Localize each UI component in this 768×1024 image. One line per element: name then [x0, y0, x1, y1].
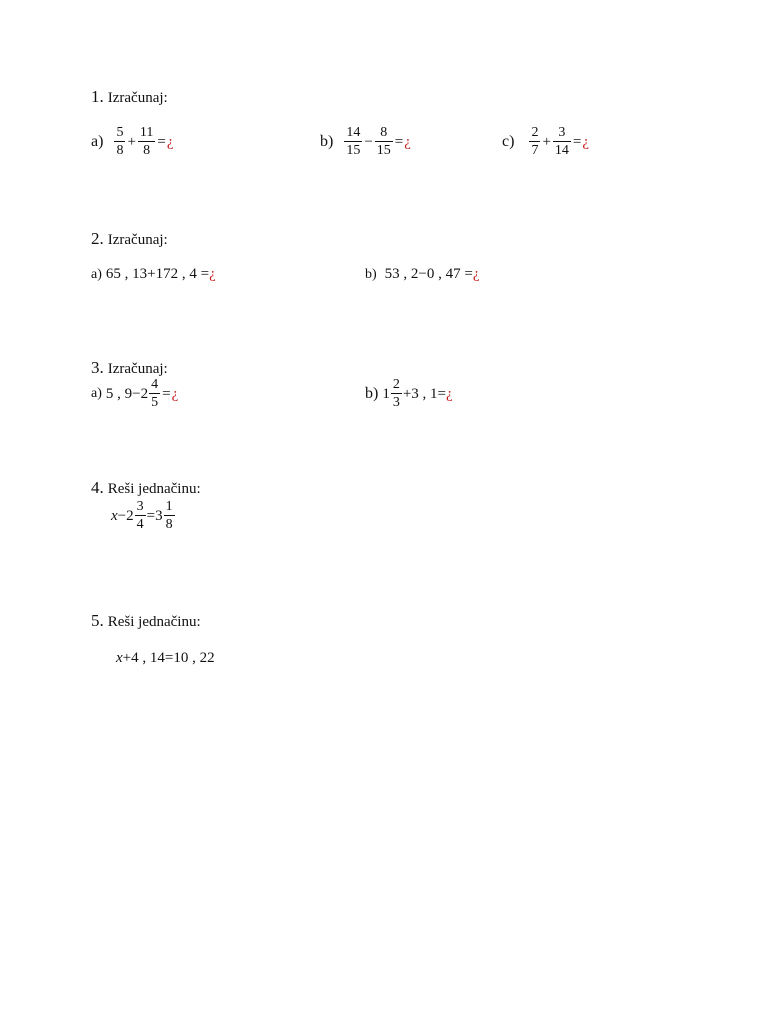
task-1a-fraction-2 [138, 126, 155, 158]
unknown-mark: ¿ [171, 385, 179, 402]
denominator: 8 [116, 143, 124, 158]
task-4-heading [91, 478, 201, 498]
task-5-title: Reši jednačinu: [107, 614, 201, 630]
denominator: 8 [143, 143, 151, 158]
denominator: 15 [376, 143, 391, 158]
denominator: 8 [165, 517, 173, 532]
operator: + [542, 133, 551, 150]
task-4-title: Reši jednačinu: [107, 481, 201, 497]
task-2a [91, 266, 216, 283]
equals-sign: = [162, 385, 171, 402]
numerator: 14 [346, 125, 361, 140]
minus-term: −2 [117, 507, 134, 524]
denominator: 4 [136, 517, 144, 532]
denominator: 15 [346, 143, 361, 158]
task-1-heading [91, 87, 168, 107]
unknown-mark: ¿ [209, 266, 216, 282]
numerator: 3 [558, 125, 566, 140]
unknown-mark: ¿ [582, 133, 590, 150]
task-3b-label: b) [365, 385, 379, 402]
task-3a-expression: 5 , 9−2 [105, 385, 149, 402]
task-5-number: 5. [91, 611, 104, 630]
task-2b [365, 266, 480, 283]
task-1b-fraction-1 [344, 126, 362, 158]
task-1a-fraction-1 [114, 126, 125, 158]
numerator: 2 [531, 125, 539, 140]
task-1b-label: b) [320, 133, 334, 150]
task-2b-expression: 53 , 2−0 , 47 = [384, 266, 473, 282]
unknown-mark: ¿ [446, 385, 453, 402]
task-3-title: Izračunaj: [107, 361, 168, 377]
numerator: 4 [151, 377, 159, 392]
denominator: 3 [392, 395, 400, 410]
task-4-fraction-2 [164, 500, 175, 532]
unknown-mark: ¿ [472, 266, 480, 282]
numerator: 8 [380, 125, 388, 140]
numerator: 1 [165, 499, 173, 514]
task-3a-fraction [149, 378, 160, 410]
numerator: 11 [139, 125, 154, 140]
task-2a-expression: 65 , 13+172 , 4 = [105, 266, 210, 282]
task-3-heading [91, 358, 168, 378]
task-1b [320, 126, 411, 158]
numerator: 5 [116, 125, 124, 140]
task-3a-label: a) [91, 386, 102, 401]
task-1c-label: c) [502, 133, 515, 150]
mixed-number-whole: 1 [382, 385, 390, 402]
unknown-mark: ¿ [166, 133, 174, 150]
task-3a [91, 378, 178, 410]
equation-rest: +4 , 14=10 , 22 [122, 650, 215, 666]
variable-x: x [116, 650, 123, 666]
equals-sign: = [394, 133, 404, 150]
task-2a-label: a) [91, 266, 102, 282]
task-1c [502, 126, 589, 158]
denominator: 7 [531, 143, 539, 158]
task-3-number: 3. [91, 358, 104, 377]
task-2-title: Izračunaj: [107, 232, 168, 248]
equals-sign: = [157, 133, 166, 150]
task-1a [91, 126, 174, 158]
equals-sign: = [572, 133, 582, 150]
task-2-number: 2. [91, 229, 104, 248]
task-3b [365, 378, 453, 410]
task-1a-label: a) [91, 133, 104, 150]
task-2-heading [91, 229, 168, 249]
task-3b-expression: +3 , 1= [402, 385, 446, 402]
operator: + [127, 133, 136, 150]
equals-term: =3 [146, 507, 163, 524]
task-1-title: Izračunaj: [107, 90, 168, 106]
denominator: 5 [151, 395, 159, 410]
numerator: 3 [136, 499, 144, 514]
task-1-number: 1. [91, 87, 104, 106]
task-5-heading [91, 611, 201, 631]
task-1b-fraction-2 [375, 126, 393, 158]
task-1c-fraction-2 [553, 126, 571, 158]
task-4-number: 4. [91, 478, 104, 497]
task-4-equation [111, 500, 176, 532]
unknown-mark: ¿ [404, 133, 411, 150]
denominator: 14 [554, 143, 569, 158]
task-1c-fraction-1 [529, 126, 540, 158]
task-2b-label: b) [365, 266, 377, 282]
operator: − [364, 133, 373, 150]
variable-x: x [111, 507, 118, 524]
numerator: 2 [392, 377, 400, 392]
task-4-fraction-1 [135, 500, 146, 532]
task-3b-fraction [391, 378, 402, 410]
task-5-equation [116, 650, 215, 667]
